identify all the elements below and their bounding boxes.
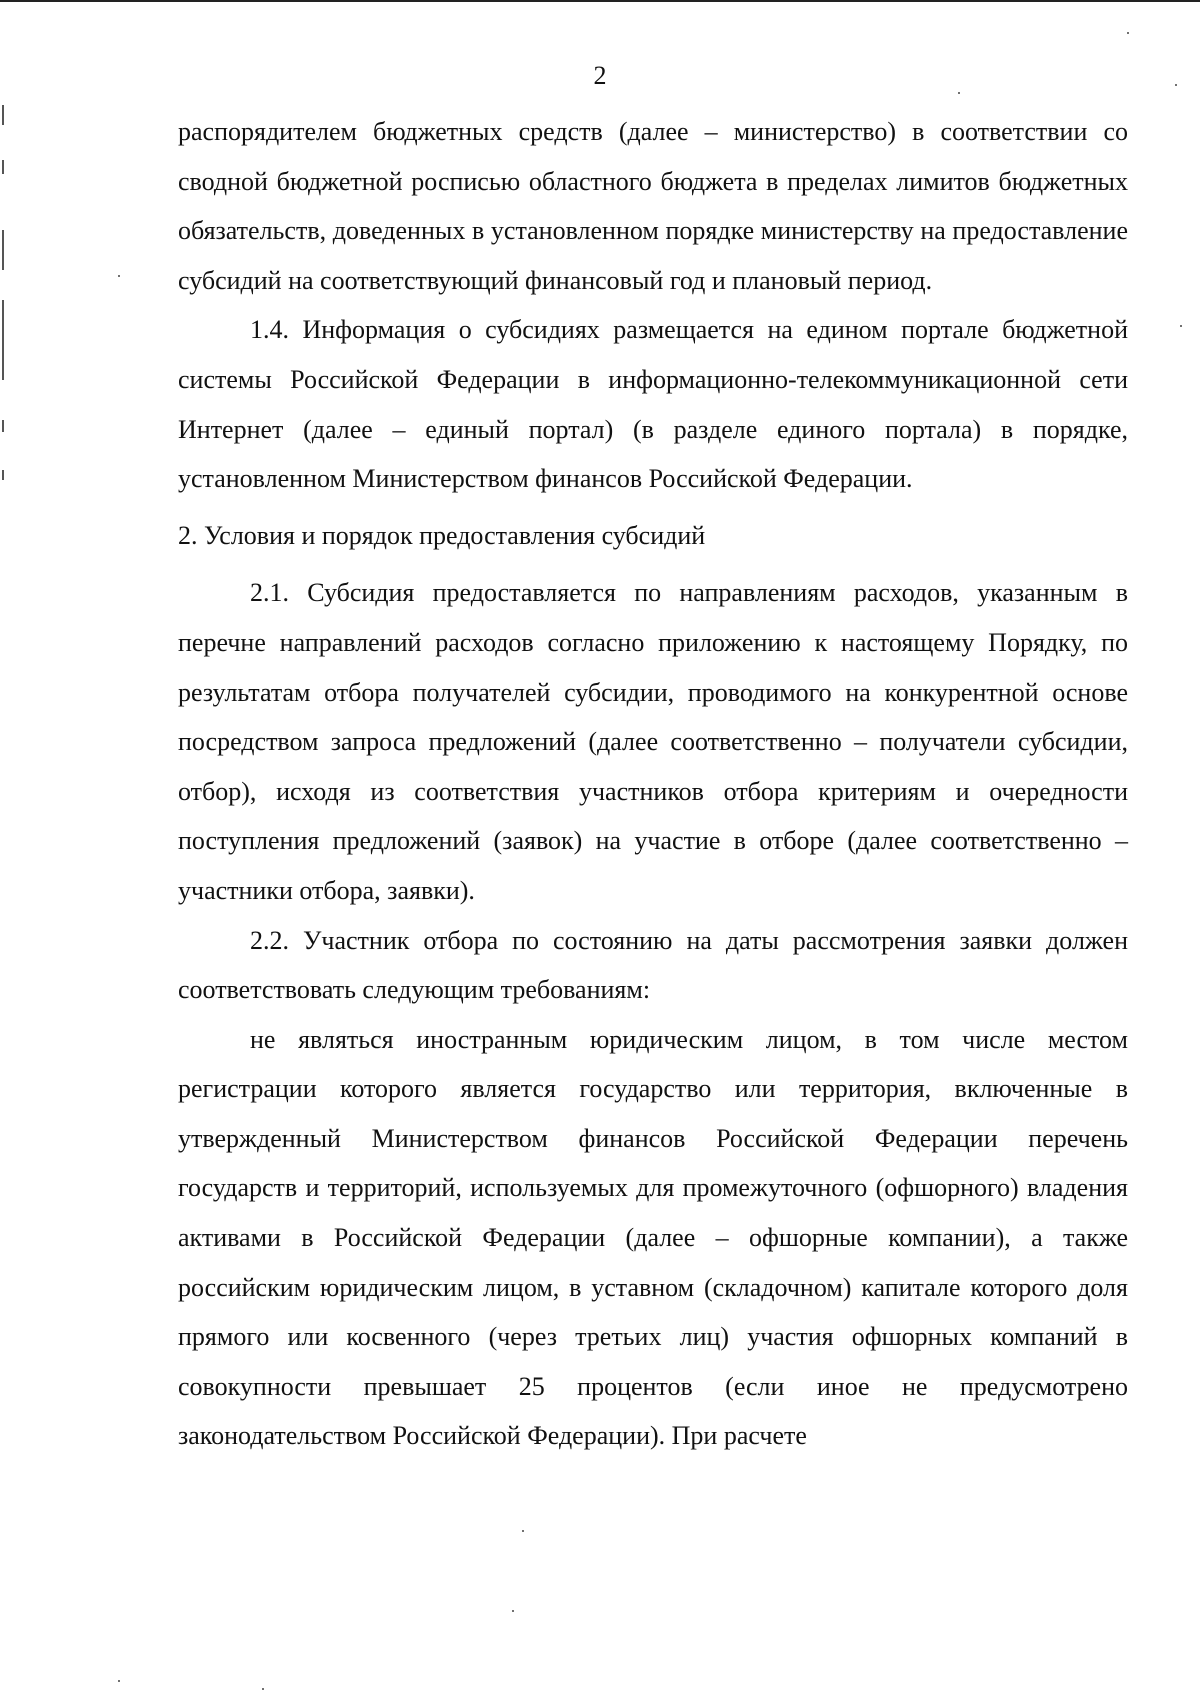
scan-margin-mark: [2, 160, 4, 174]
scan-margin-mark: [2, 470, 4, 480]
scan-margin-mark: [2, 420, 4, 432]
paragraph: 1.4. Информация о субсидиях размещается на едином портале бюджетной системы Российской Федерации в информационно-телекоммуникационной сети Интернет (далее – единый портал) (в разделе единого портала) в порядке, установленном Министерством финансов Российской Федерации.: [178, 315, 1128, 494]
scan-speck: [522, 1530, 524, 1532]
page-number: 2: [593, 61, 607, 90]
scan-margin-mark: [2, 230, 4, 270]
scan-speck: [1180, 325, 1182, 327]
scan-speck: [1127, 32, 1129, 34]
paragraph: не являться иностранным юридическим лицом, в том числе местом регистрации которого является государство или территория, включенные в утвержденный Министерством финансов Российской Федерации перечень государств и территорий, используемых для промежуточного (офшорного) владения активами в Российской Федерации (далее – офшорные компании), а также российским юридическим лицом, в уставном (складочном) капитале которого доля прямого или косвенного (через третьих лиц) участия офшорных компаний в совокупности превышает 25 процентов (если иное не предусмотрено законодательством Российской Федерации). При расчете: [178, 1024, 1128, 1451]
scan-margin-mark: [2, 105, 4, 125]
scan-speck: [118, 1680, 120, 1682]
scan-speck: [118, 275, 120, 277]
paragraph: распорядителем бюджетных средств (далее – министерство) в соответствии со сводной бюджетной росписью областного бюджета в пределах лимитов бюджетных обязательств, доведенных в установленном порядке министерству на предоставление субсидий на соответствующий финансовый год и плановый период.: [178, 117, 1128, 295]
paragraph: 2.1. Субсидия предоставляется по направлениям расходов, указанным в перечне направлений расходов согласно приложению к настоящему Порядку, по результатам отбора получателей субсидии, проводимого на конкурентной основе посредством запроса предложений (далее соответственно – получатели субсидии, отбор), исходя из соответствия участников отбора критериям и очередности поступления предложений (заявок) на участие в отборе (далее соответственно – участники отбора, заявки).: [178, 578, 1128, 905]
scan-speck: [262, 1688, 264, 1690]
paragraph: 2.2. Участник отбора по состоянию на даты рассмотрения заявки должен соответствовать следующим требованиям:: [178, 925, 1128, 1005]
scan-speck: [958, 92, 960, 94]
scan-speck: [512, 1610, 514, 1612]
section-heading: 2. Условия и порядок предоставления субсидий: [178, 520, 706, 550]
scan-margin-mark: [2, 300, 4, 380]
page-top-edge: [0, 0, 1200, 2]
document-body: [178, 107, 1128, 1461]
